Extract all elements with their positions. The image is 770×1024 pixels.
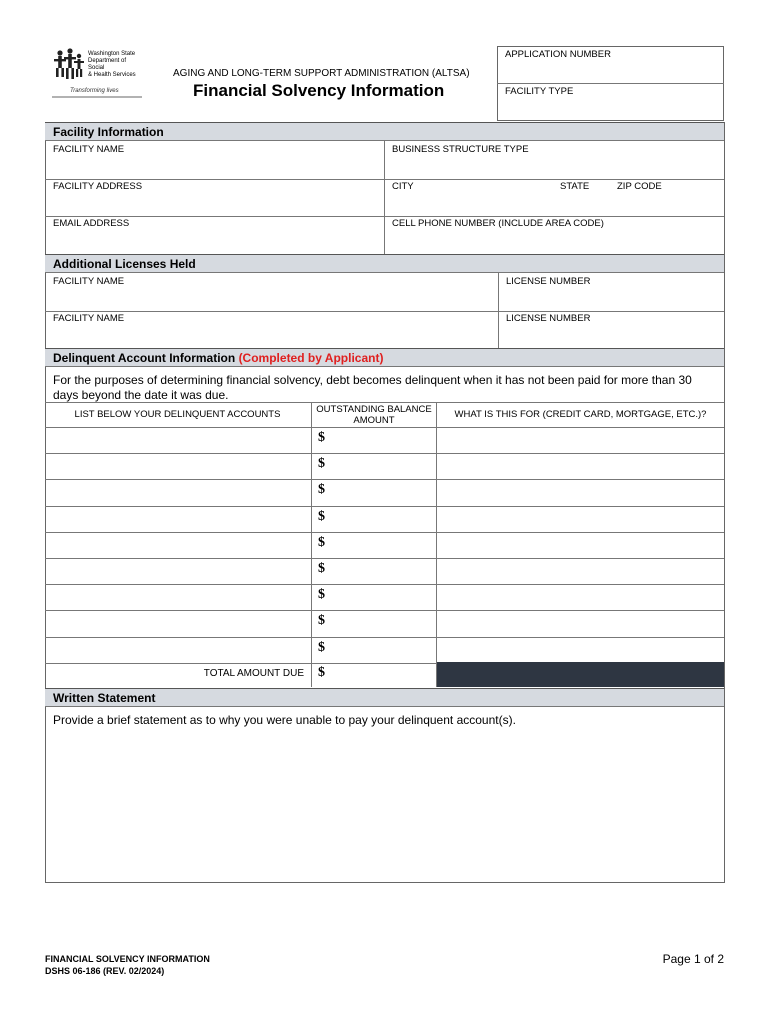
balance-amount-input[interactable] (332, 534, 432, 556)
footer-page-number: Page 1 of 2 (662, 952, 724, 966)
licenses-heading: Additional Licenses Held (45, 254, 724, 273)
zip-code-label: ZIP CODE (617, 181, 662, 192)
balance-amount-input[interactable] (332, 612, 432, 634)
facility-type-label: FACILITY TYPE (505, 86, 574, 97)
page-title: Financial Solvency Information (193, 81, 445, 100)
license-1-facility-input[interactable] (48, 289, 495, 310)
account-name-input[interactable] (48, 508, 308, 530)
zip-code-input[interactable] (614, 194, 721, 215)
col-accounts-header: LIST BELOW YOUR DELINQUENT ACCOUNTS (74, 409, 281, 420)
application-number-label: APPLICATION NUMBER (505, 49, 611, 60)
state-input[interactable] (556, 194, 611, 215)
logo-line-3: & Health Services (88, 72, 136, 78)
balance-amount-input[interactable] (332, 455, 432, 477)
account-name-input[interactable] (48, 586, 308, 608)
email-label: EMAIL ADDRESS (53, 218, 130, 229)
footer-form-name: FINANCIAL SOLVENCY INFORMATION (45, 954, 210, 964)
table-row-divider (45, 584, 724, 585)
facility-name-label: FACILITY NAME (53, 144, 125, 155)
delinquent-heading (45, 348, 724, 367)
account-name-input[interactable] (48, 481, 308, 503)
total-blocked-cell (437, 662, 724, 687)
dollar-sign: $ (318, 508, 325, 524)
statement-prompt: Provide a brief statement as to why you were unable to pay your delinquent account(s). (53, 713, 516, 727)
total-amount-input[interactable] (332, 664, 432, 685)
state-label: STATE (560, 181, 590, 192)
balance-amount-input[interactable] (332, 508, 432, 530)
city-label: CITY (392, 181, 414, 192)
debt-purpose-input[interactable] (440, 429, 721, 451)
business-structure-label: BUSINESS STRUCTURE TYPE (392, 144, 529, 155)
debt-purpose-input[interactable] (440, 481, 721, 503)
logo-line-1: Washington State (88, 51, 136, 57)
table-row-divider (45, 610, 724, 611)
dshs-logo (52, 48, 144, 100)
delinquent-heading-note: (Completed by Applicant) (238, 351, 384, 365)
license-2-facility-input[interactable] (48, 326, 495, 347)
balance-amount-input[interactable] (332, 481, 432, 503)
facility-address-label: FACILITY ADDRESS (53, 181, 143, 192)
cell-phone-input[interactable] (388, 231, 721, 252)
debt-purpose-input[interactable] (440, 586, 721, 608)
dollar-sign: $ (318, 456, 325, 472)
account-name-input[interactable] (48, 612, 308, 634)
table-row-divider (45, 532, 724, 533)
balance-amount-input[interactable] (332, 639, 432, 661)
debt-purpose-input[interactable] (440, 560, 721, 582)
facility-info-heading: Facility Information (45, 122, 724, 141)
col-purpose-header: WHAT IS THIS FOR (CREDIT CARD, MORTGAGE, ETC.)? (454, 409, 707, 420)
balance-amount-input[interactable] (332, 586, 432, 608)
email-input[interactable] (48, 231, 381, 252)
dollar-sign: $ (318, 613, 325, 629)
dollar-sign: $ (318, 482, 325, 498)
license-1-number-input[interactable] (502, 289, 721, 310)
footer-form-number: DSHS 06-186 (REV. 02/2024) (45, 966, 165, 976)
dollar-sign: $ (318, 534, 325, 550)
license-2-facility-label: FACILITY NAME (53, 313, 125, 324)
facility-address-input[interactable] (48, 194, 381, 215)
dollar-sign: $ (318, 639, 325, 655)
dollar-sign: $ (318, 430, 325, 445)
total-dollar-sign: $ (318, 665, 325, 680)
facility-name-input[interactable] (48, 157, 381, 178)
table-row-divider (45, 427, 724, 428)
account-name-input[interactable] (48, 560, 308, 582)
logo-tagline: Transforming lives (70, 88, 119, 94)
col-balance-header: OUTSTANDING BALANCE AMOUNT (316, 404, 432, 426)
debt-purpose-input[interactable] (440, 455, 721, 477)
table-row-divider (45, 637, 724, 638)
agency-name: AGING AND LONG-TERM SUPPORT ADMINISTRATION (ALTSA) (173, 68, 470, 79)
account-name-input[interactable] (48, 455, 308, 477)
facility-type-input[interactable] (500, 98, 721, 119)
table-row-divider (45, 479, 724, 480)
table-row-divider (45, 453, 724, 454)
balance-amount-input[interactable] (332, 429, 432, 451)
application-number-input[interactable] (500, 61, 721, 82)
logo-line-2: Department of Social (88, 58, 127, 71)
account-name-input[interactable] (48, 639, 308, 661)
debt-purpose-input[interactable] (440, 612, 721, 634)
license-2-number-input[interactable] (502, 326, 721, 347)
debt-purpose-input[interactable] (440, 508, 721, 530)
license-1-facility-label: FACILITY NAME (53, 276, 125, 287)
license-1-number-label: LICENSE NUMBER (506, 276, 591, 287)
delinquent-heading-text: Delinquent Account Information (53, 351, 236, 365)
account-name-input[interactable] (48, 534, 308, 556)
dollar-sign: $ (318, 561, 325, 576)
cell-phone-label: CELL PHONE NUMBER (INCLUDE AREA CODE) (392, 218, 604, 229)
business-structure-input[interactable] (388, 157, 721, 178)
account-name-input[interactable] (48, 429, 308, 451)
debt-purpose-input[interactable] (440, 534, 721, 556)
license-2-number-label: LICENSE NUMBER (506, 313, 591, 324)
statement-heading: Written Statement (45, 688, 724, 707)
city-input[interactable] (388, 194, 553, 215)
balance-amount-input[interactable] (332, 560, 432, 582)
statement-textarea[interactable] (50, 731, 720, 879)
dollar-sign: $ (318, 587, 325, 603)
table-row-divider (45, 558, 724, 559)
table-row-divider (45, 506, 724, 507)
total-label: TOTAL AMOUNT DUE (203, 668, 304, 679)
debt-purpose-input[interactable] (440, 639, 721, 661)
delinquent-description: For the purposes of determining financial solvency, debt becomes delinquent when it has not been paid for more than 30 days beyond the date it was due. (53, 373, 692, 402)
